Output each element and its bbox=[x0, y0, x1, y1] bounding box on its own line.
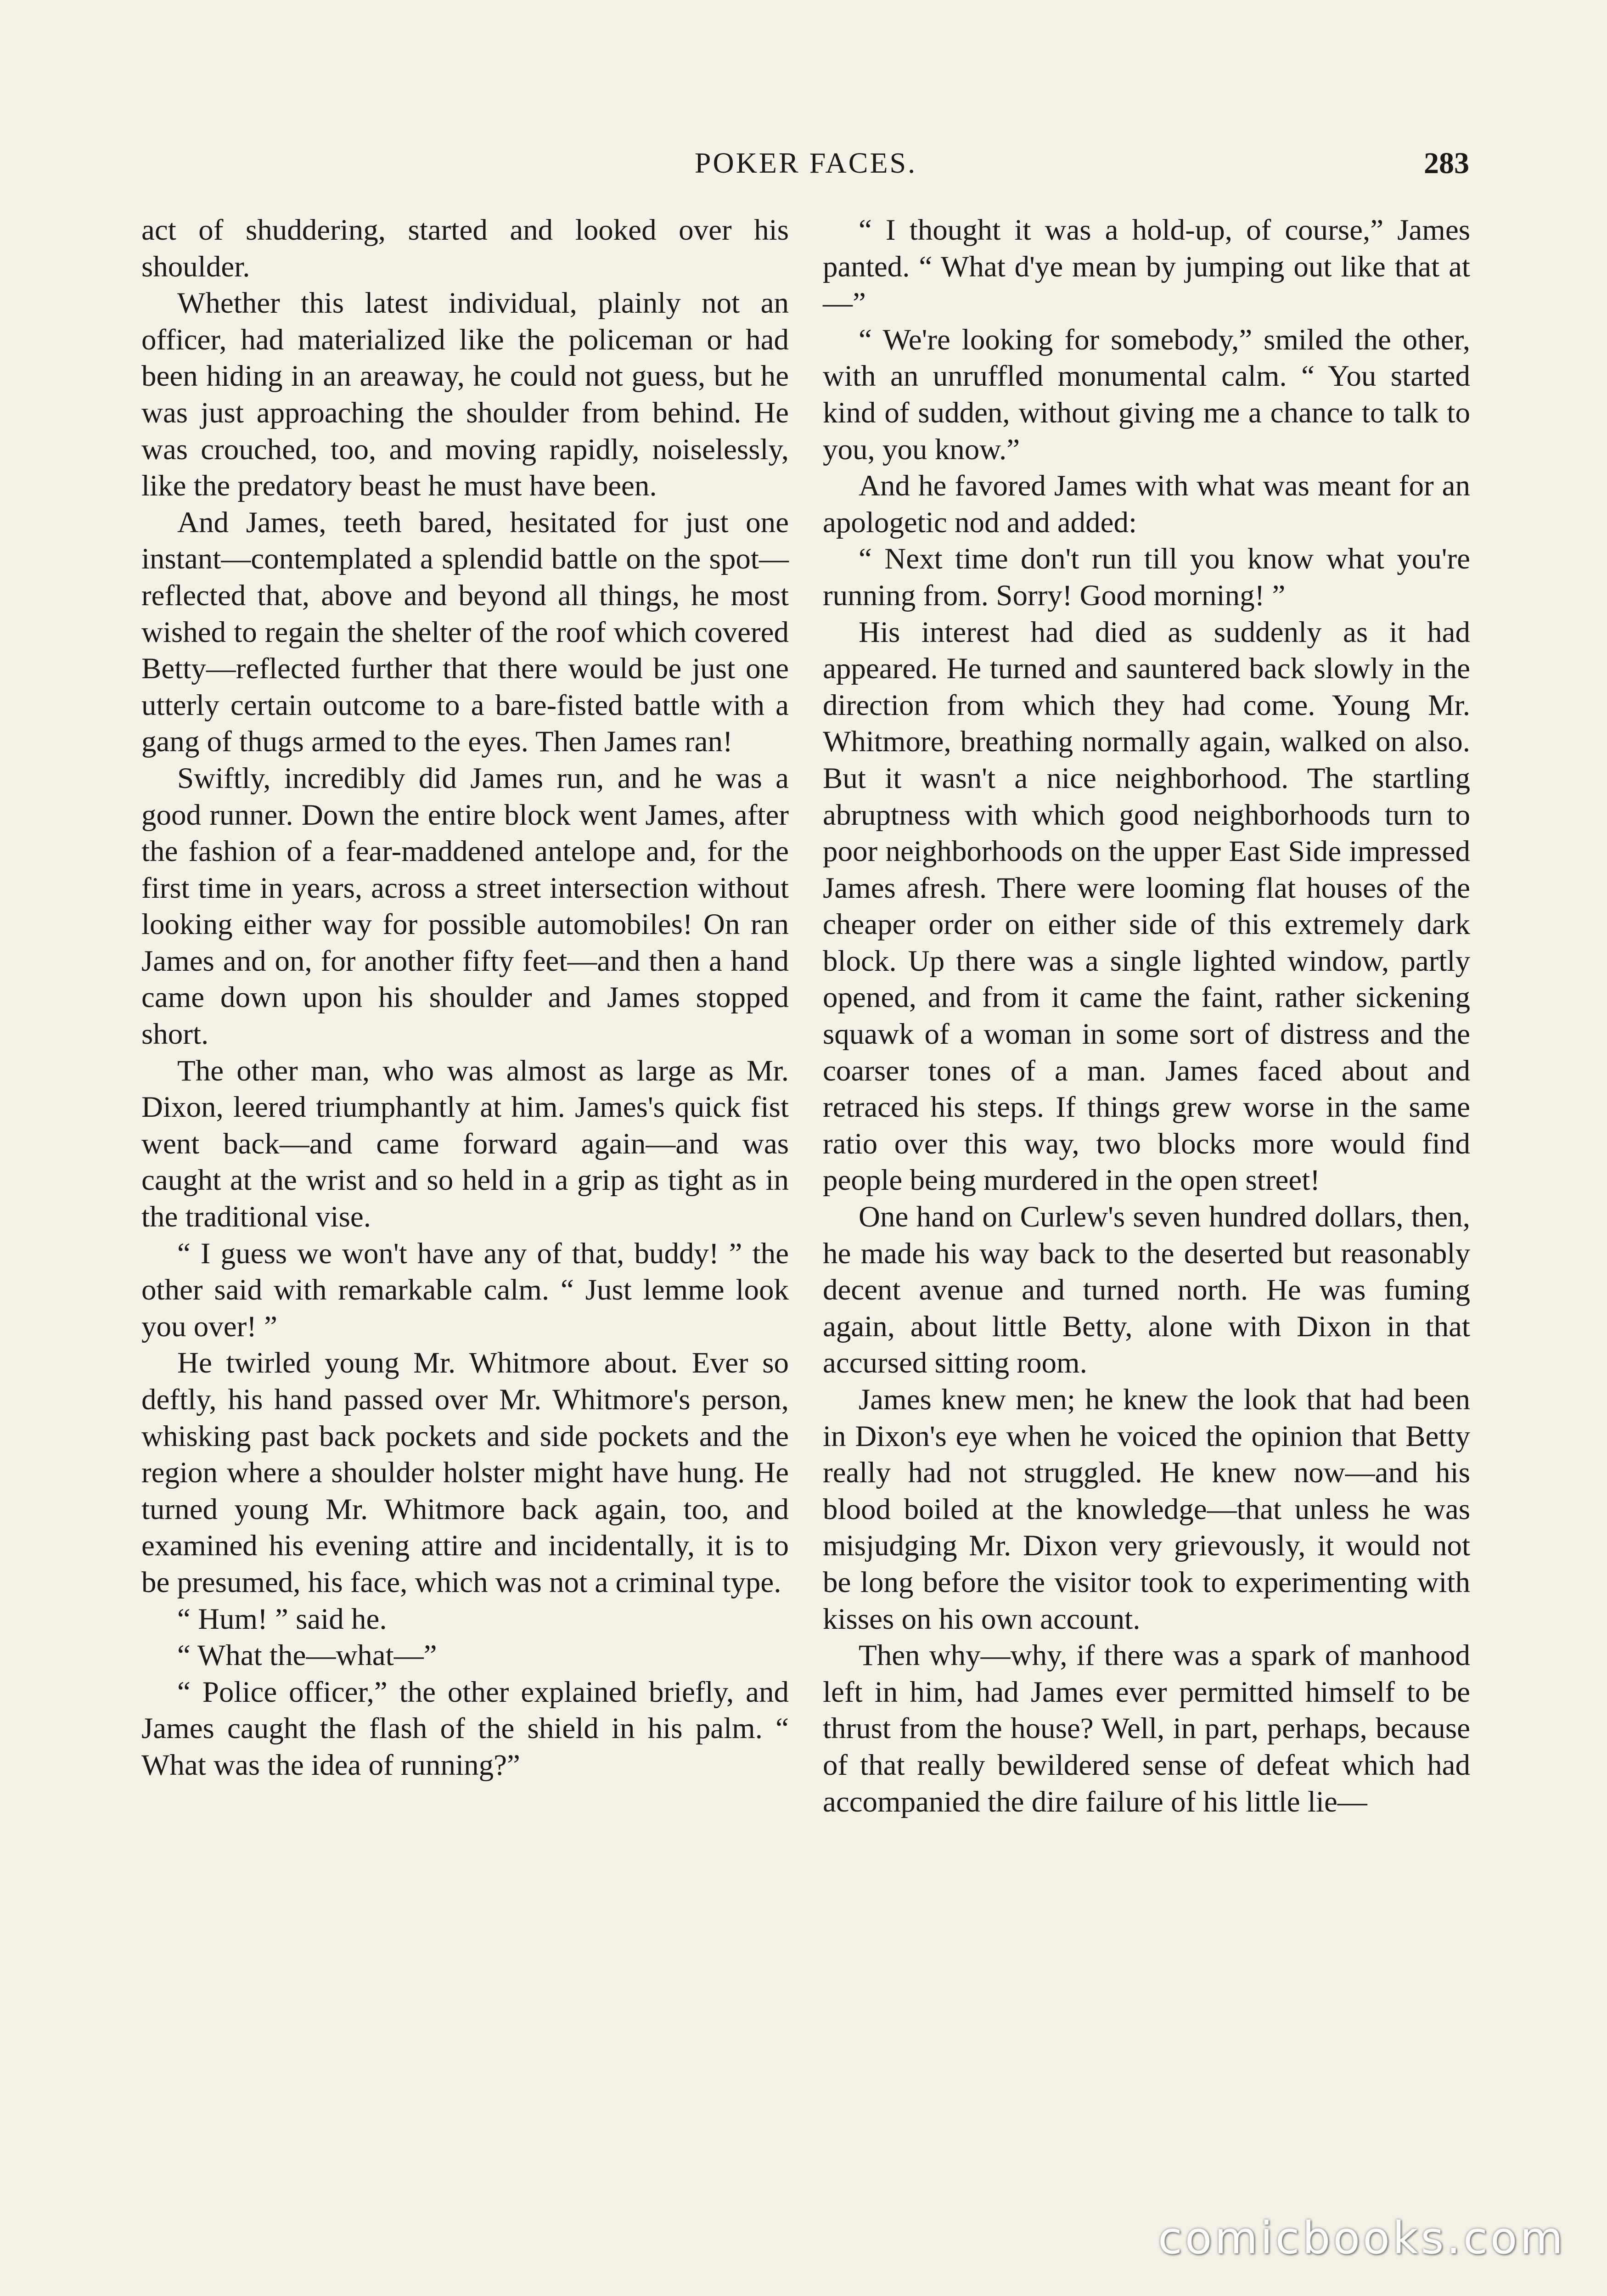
left-column bbox=[141, 212, 789, 1784]
paragraph: “ Police officer,” the other explained briefly, and James caught the flash of the shield in his palm. “ What was the idea of running?” bbox=[141, 1675, 789, 1782]
paragraph: One hand on Curlew's seven hundred dollars, then, he made his way back to the deserted but reasonably decent avenue and turned north. He was fuming again, about little Betty, alone with Dixon in that accursed sitting room. bbox=[823, 1200, 1470, 1380]
paragraph: act of shuddering, started and looked over his shoulder. bbox=[141, 214, 789, 283]
paragraph: “ Hum! ” said he. bbox=[177, 1602, 387, 1636]
paragraph: “ I thought it was a hold-up, of course,” James panted. “ What d'ye mean by jumping out like that at—” bbox=[823, 214, 1470, 320]
paragraph: “ Next time don't run till you know what you're running from. Sorry! Good morning! ” bbox=[823, 542, 1470, 612]
paragraph: Swiftly, incredibly did James run, and he was a good runner. Down the entire block went James, after the fashion of a fear-maddened antelope and, for the first time in years, across a street intersection without looking either way for possible automobiles! On ran James and on, for another fifty feet—and then a hand came down upon his shoulder and James stopped short. bbox=[141, 761, 789, 1051]
paragraph: “ What the—what—” bbox=[177, 1639, 437, 1672]
paragraph: James knew men; he knew the look that had been in Dixon's eye when he voiced the opinion that Betty really had not struggled. He knew now—and his blood boiled at the knowledge—that unless he was misjudging Mr. Dixon very grievously, it would not be long before the visitor took to experimenting with kisses on his own account. bbox=[823, 1383, 1470, 1636]
paragraph: “ I guess we won't have any of that, buddy! ” the other said with remarkable calm. “ Just lemme look you over! ” bbox=[141, 1237, 789, 1343]
watermark: comicbooks.com bbox=[1157, 2212, 1566, 2264]
running-title: POKER FACES. bbox=[694, 146, 917, 179]
page-number: 283 bbox=[1424, 146, 1469, 180]
paragraph: The other man, who was almost as large as Mr. Dixon, leered triumphantly at him. James's quick fist went back—and came forward again—and was caught at the wrist and so held in a grip as tight as in the traditional vise. bbox=[141, 1054, 789, 1234]
right-column bbox=[823, 212, 1470, 1820]
paragraph: His interest had died as suddenly as it had appeared. He turned and sauntered back slowly in the direction from which they had come. Young Mr. Whitmore, breathing normally again, walked on also. But it wasn't a nice neighborhood. The startling abruptness with which good neighborhoods turn to poor neighborhoods on the upper East Side impressed James afresh. There were looming flat houses of the cheaper order on either side of this extremely dark block. Up there was a single lighted window, partly opened, and from it came the faint, rather sickening squawk of a woman in some sort of distress and the coarser tones of a man. James faced about and retraced his steps. If things grew worse in the same ratio over this way, two blocks more would find people being murdered in the open street! bbox=[823, 615, 1470, 1197]
paragraph: Whether this latest individual, plainly not an officer, had materialized like the policeman or had been hiding in an areaway, he could not guess, but he was just approaching the shoulder from behind. He was crouched, too, and moving rapidly, noiselessly, like the predatory beast he must have been. bbox=[141, 287, 789, 503]
paragraph: And James, teeth bared, hesitated for just one instant—contemplated a splendid battle on the spot—reflected that, above and beyond all things, he most wished to regain the shelter of the roof which covered Betty—reflected further that there would be just one utterly certain outcome to a bare-fisted battle with a gang of thugs armed to the eyes. Then James ran! bbox=[141, 506, 789, 759]
page-header bbox=[142, 146, 1469, 187]
paragraph: Then why—why, if there was a spark of manhood left in him, had James ever permitted himself to be thrust from the house? Well, in part, perhaps, because of that really bewildered sense of defeat which had accompanied the dire failure of his little lie— bbox=[823, 1639, 1470, 1818]
paragraph: He twirled young Mr. Whitmore about. Ever so deftly, his hand passed over Mr. Whitmore's person, whisking past back pockets and side pockets and the region where a shoulder holster might have hung. He turned young Mr. Whitmore back again, too, and examined his evening attire and incidentally, it is to be presumed, his face, which was not a criminal type. bbox=[141, 1346, 789, 1599]
paragraph: And he favored James with what was meant for an apologetic nod and added: bbox=[823, 469, 1470, 539]
paragraph: “ We're looking for somebody,” smiled the other, with an unruffled monumental calm. “ You started kind of sudden, without giving me a chance to talk to you, you know.” bbox=[823, 323, 1470, 466]
